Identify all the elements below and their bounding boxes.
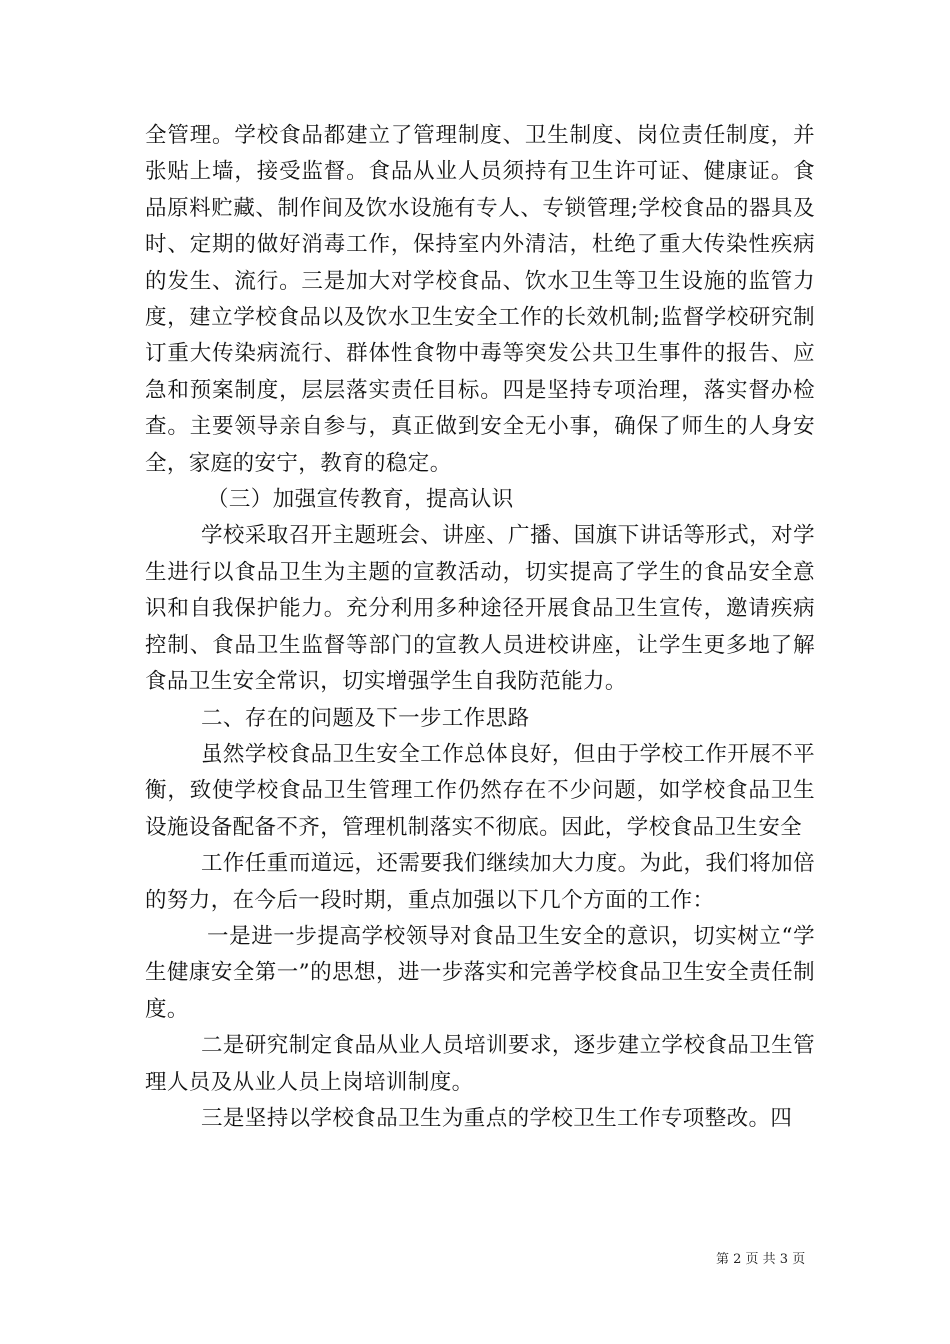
paragraph-future-work: 工作任重而道远，还需要我们继续加大力度。为此，我们将加倍的努力，在今后一段时期，重点加强以下几个方面的工作： [145,851,815,913]
paragraph-item-three: 三是坚持以学校食品卫生为重点的学校卫生工作专项整改。四 [201,1105,793,1131]
paragraph-item-two: 二是研究制定食品从业人员培训要求，逐步建立学校食品卫生管理人员及从业人员上岗培训制度。 [145,1033,815,1095]
paragraph-food-safety-management: 全管理。学校食品都建立了管理制度、卫生制度、岗位责任制度，并张贴上墙，接受监督。食品从业人员须持有卫生许可证、健康证。食品原料贮藏、制作间及饮水设施有专人、专锁管理;学校食品的器具及时、定期的做好消毒工作，保持室内外清洁，杜绝了重大传染性疾病的发生、流行。三是加大对学校食品、饮水卫生等卫生设施的监管力度，建立学校食品以及饮水卫生安全工作的长效机制;监督学校研究制订重大传染病流行、群体性食物中毒等突发公共卫生事件的报告、应急和预案制度，层层落实责任目标。四是坚持专项治理，落实督办检查。主要领导亲自参与，真正做到安全无小事，确保了师生的人身安全，家庭的安宁，教育的稳定。 [145,123,815,476]
paragraph-existing-problems: 虽然学校食品卫生安全工作总体良好，但由于学校工作开展不平衡，致使学校食品卫生管理工作仍然存在不少问题，如学校食品卫生设施设备配备不齐，管理机制落实不彻底。因此，学校食品卫生安全 [145,741,815,840]
paragraph-publicity-activities: 学校采取召开主题班会、讲座、广播、国旗下讲话等形式，对学生进行以食品卫生为主题的宣教活动，切实提高了学生的食品安全意识和自我保护能力。充分利用多种途径开展食品卫生宣传，邀请疾病控制、食品卫生监督等部门的宣教人员进校讲座，让学生更多地了解食品卫生安全常识，切实增强学生自我防范能力。 [145,523,815,695]
page-number-footer: 第 2 页 共 3 页 [716,1252,806,1267]
document-body [145,118,815,1137]
heading-publicity-education: （三）加强宣传教育，提高认识 [207,487,514,513]
heading-problems-next-steps: 二、存在的问题及下一步工作思路 [201,705,530,731]
paragraph-item-one: 一是进一步提高学校领导对食品卫生安全的意识，切实树立“学生健康安全第一”的思想，进一步落实和完善学校食品卫生安全责任制度。 [145,923,815,1022]
